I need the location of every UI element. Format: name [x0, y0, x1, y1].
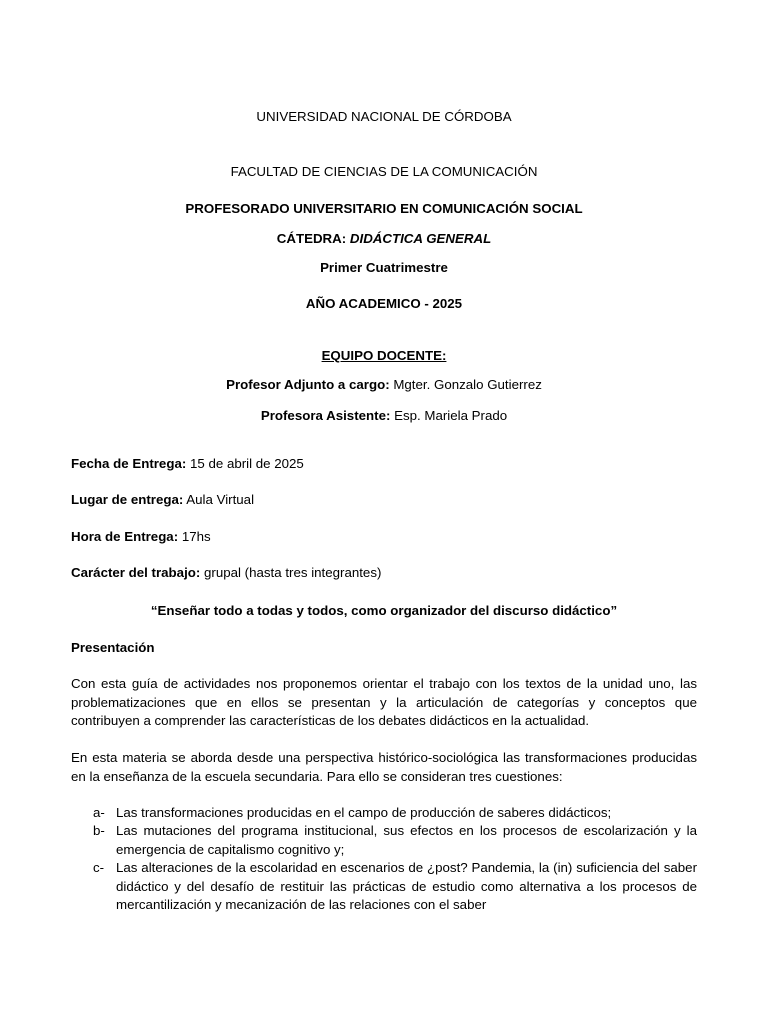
list-item-line: Las mutaciones del programa institucional, sus efectos en los procesos de escolarización y la	[116, 823, 697, 838]
faculty-name: FACULTAD DE CIENCIAS DE LA COMUNICACIÓN	[230, 164, 538, 179]
assistant-line	[0, 407, 768, 425]
work-character-value: grupal (hasta tres integrantes)	[200, 565, 382, 580]
paragraph-line: Con esta guía de actividades nos proponemos orientar el trabajo con los textos de la unidad uno, las	[71, 676, 697, 691]
list-item-line: mercantilización y mecanización de las relaciones con el saber	[116, 897, 487, 912]
presentation-paragraph-1	[71, 675, 697, 731]
assignment-title: “Enseñar todo a todas y todos, como organizador del discurso didáctico”	[150, 603, 618, 618]
work-character-label: Carácter del trabajo:	[71, 565, 201, 580]
delivery-date-line	[71, 455, 304, 473]
university-name: UNIVERSIDAD NACIONAL DE CÓRDOBA	[256, 109, 512, 124]
team-title-text: EQUIPO DOCENTE:	[321, 348, 447, 363]
program-name: PROFESORADO UNIVERSITARIO EN COMUNICACIÓN SOCIAL	[185, 201, 583, 216]
professor-label: Profesor Adjunto a cargo:	[226, 377, 390, 392]
delivery-place-value: Aula Virtual	[183, 492, 255, 507]
work-character-line	[71, 564, 381, 582]
list-item-text	[116, 822, 697, 859]
chair-value: DIDÁCTICA GENERAL	[349, 231, 492, 246]
list-item-text	[116, 859, 697, 915]
presentation-paragraph-2	[71, 749, 697, 786]
assistant-value: Esp. Mariela Prado	[390, 408, 508, 423]
paragraph-line: problematizaciones que en ellos se presentan y la articulación de categorías y conceptos que	[71, 694, 697, 710]
presentation-heading: Presentación	[71, 640, 155, 655]
professor-value: Mgter. Gonzalo Gutierrez	[389, 377, 542, 392]
list-item-line: didáctico y del desafío de restituir las prácticas de estudio como alternativa a los procesos de	[116, 878, 697, 894]
term: Primer Cuatrimestre	[320, 260, 448, 275]
list-item-line: emergencia de capitalismo cognitivo y;	[116, 841, 345, 857]
delivery-date-value: 15 de abril de 2025	[186, 456, 304, 471]
delivery-time-line	[71, 528, 211, 546]
professor-line	[0, 376, 768, 394]
paragraph-line: En esta materia se aborda desde una perspectiva histórico-sociológica las transformaciones producidas	[71, 750, 697, 765]
assistant-label: Profesora Asistente:	[260, 408, 391, 423]
list-item-line: Las alteraciones de la escolaridad en escenarios de ¿post? Pandemia, la (in) suficiencia del saber	[116, 860, 697, 875]
delivery-time-value: 17hs	[178, 529, 211, 544]
delivery-place-line	[71, 491, 254, 509]
paragraph-line: en la enseñanza de la escuela secundaria. Para ello se consideran tres cuestiones:	[71, 768, 563, 784]
paragraph-line: contribuyen a comprender las características de los debates didácticos en la actualidad.	[71, 713, 590, 728]
chair-line	[0, 230, 768, 248]
list-item-line: Las transformaciones producidas en el campo de producción de saberes didácticos;	[116, 805, 612, 820]
delivery-time-label: Hora de Entrega:	[71, 529, 179, 544]
chair-label: CÁTEDRA:	[276, 231, 347, 246]
delivery-date-label: Fecha de Entrega:	[71, 456, 187, 471]
list-marker: a-	[93, 805, 105, 820]
list-item-text	[116, 804, 697, 823]
list-marker: c-	[93, 860, 105, 875]
delivery-place-label: Lugar de entrega:	[71, 492, 184, 507]
team-title	[0, 347, 768, 365]
academic-year: AÑO ACADEMICO - 2025	[305, 296, 463, 311]
list-marker: b-	[93, 823, 105, 838]
